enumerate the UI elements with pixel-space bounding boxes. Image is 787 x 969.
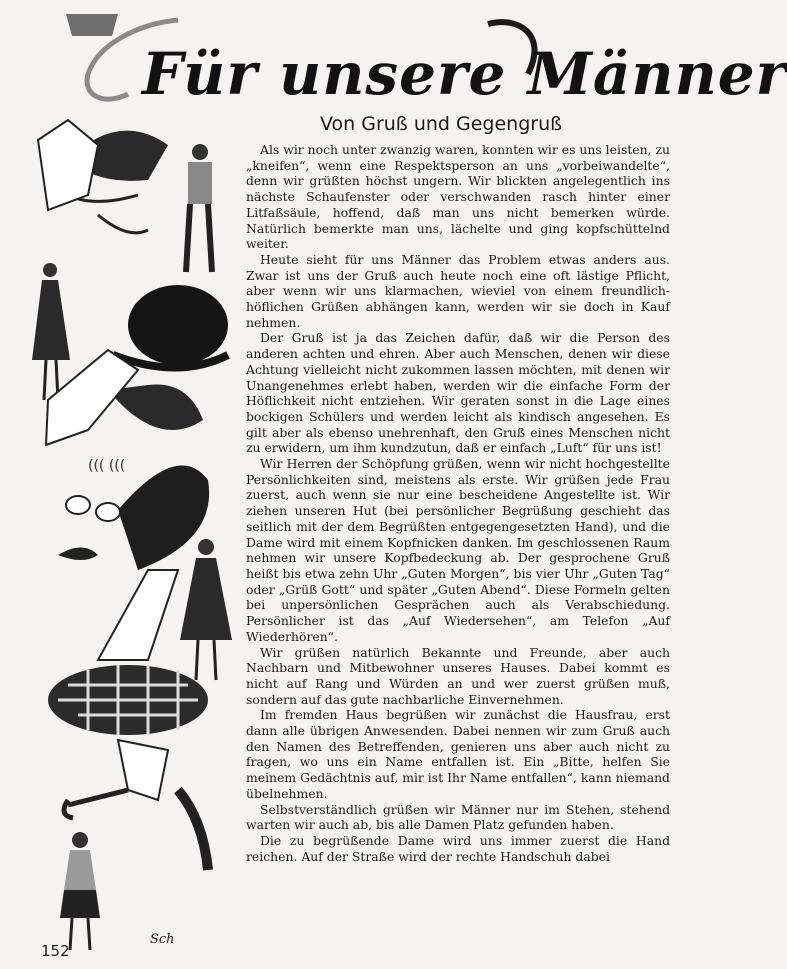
paragraph: Als wir noch unter zwanzig waren, konnten wir es uns leisten, zu „kneifen“, wenn eine Respektsperson an uns „vorbeiwandelte“, denn wir grüßten höchst ungern. Wir blickten angelegentlich ins nächste Schaufenster oder verschwanden rasch hinter einer Litfaßsäule, hoffend, daß man uns nicht bemerken würde. Natürlich bemerkte man uns, lächelte und ging kopfschüttelnd weiter. (246, 142, 670, 252)
paragraph: Im fremden Haus begrüßen wir zunächst die Hausfrau, erst dann alle übrigen Anwesenden. Dabei nennen wir zum Gruß auch den Namen des Betreffenden, genieren uns aber auch nicht zu fragen, wo uns ein Name entfallen ist. Ein „Bitte, helfen Sie meinem Gedächtnis auf, mir ist Ihr Name entfallen“, kann niemand übelnehmen. (246, 707, 670, 801)
checkered-cap-man-illustration (48, 665, 208, 870)
woman-figure-top (32, 263, 70, 400)
paragraph: Selbstverständlich grüßen wir Männer nur im Stehen, stehend warten wir auch ab, bis alle Damen Platz gefunden haben. (246, 801, 670, 833)
paragraph: Der Gruß ist ja das Zeichen dafür, daß wir die Person des anderen achten und ehren. Aber auch Menschen, denen wir diese Achtung vielleicht nicht zukommen lassen möchten, mit denen wir Unangenehmes erlebt haben, werden wir die einfache Form der Höflichkeit nicht entziehen. Wir geraten sonst in die Lage eines bockigen Schülers und werden leicht als kindisch angesehen. Es gilt aber als ebenso unehrenhaft, den Gruß eines Menschen nicht zu erwidern, um ihm kundzutun, daß er einfach „Luft“ für uns ist! (246, 330, 670, 456)
walking-man-figure (186, 144, 212, 272)
woman-figure-middle (180, 539, 232, 680)
page-title: Für unsere Männer (142, 40, 787, 108)
paragraph: Heute sieht für uns Männer das Problem etwas anders aus. Zwar ist uns der Gruß auch heute noch eine oft lästige Pflicht, aber wenn wir uns klarmachen, wieviel von einem freundlich-höflichen Grüßen abhängen kann, werden wir sie doch in Kauf nehmen. (246, 251, 670, 330)
article-subtitle: Von Gruß und Gegengruß (320, 113, 563, 135)
article-body (246, 142, 670, 864)
paragraph: Die zu begrüßende Dame wird uns immer zuerst die Hand reichen. Auf der Straße wird der rechte Handschuh dabei (246, 832, 670, 864)
artist-signature: Sch (150, 932, 175, 947)
svg-text:((( (((: ((( ((( (88, 458, 126, 474)
hat-tipping-man-illustration (38, 120, 168, 233)
paragraph: Wir grüßen natürlich Bekannte und Freunde, aber auch Nachbarn und Mitbewohner unseres Hauses. Dabei kommt es nicht auf Rang und Würden an und wer zuerst grüßen muß, sondern auf das gute nachbarliche Einvernehmen. (246, 644, 670, 707)
margin-illustrations (28, 100, 242, 960)
paragraph: Wir Herren der Schöpfung grüßen, wenn wir nicht hochgestellte Persönlichkeiten sind, meistens als erste. Wir grüßen jede Frau zuerst, auch wenn sie nur eine bescheidene Angestellte ist. Wir ziehen unseren Hut (bei persönlicher Begrüßung geschieht das seitlich mit der dem Begrüßten entgegengesetzten Hand), und die Dame wird mit einem Kopfnicken danken. Im geschlossenen Raum nehmen wir unsere Kopfbedeckung ab. Der gesprochene Gruß heißt bis etwa zehn Uhr „Guten Morgen“, bis vier Uhr „Guten Tag“ oder „Grüß Gott“ und später „Guten Abend“. Diese Formeln gelten bei unpersönlichen Gesprächen auch als Verabschiedung. Persönlicher ist das „Auf Wiedersehen“, am Telefon „Auf Wiederhören“. (246, 456, 670, 644)
woman-figure-bottom (60, 832, 100, 950)
title-block (58, 14, 787, 114)
bowler-hat-man-illustration (46, 285, 228, 445)
page-number: 152 (41, 942, 70, 960)
